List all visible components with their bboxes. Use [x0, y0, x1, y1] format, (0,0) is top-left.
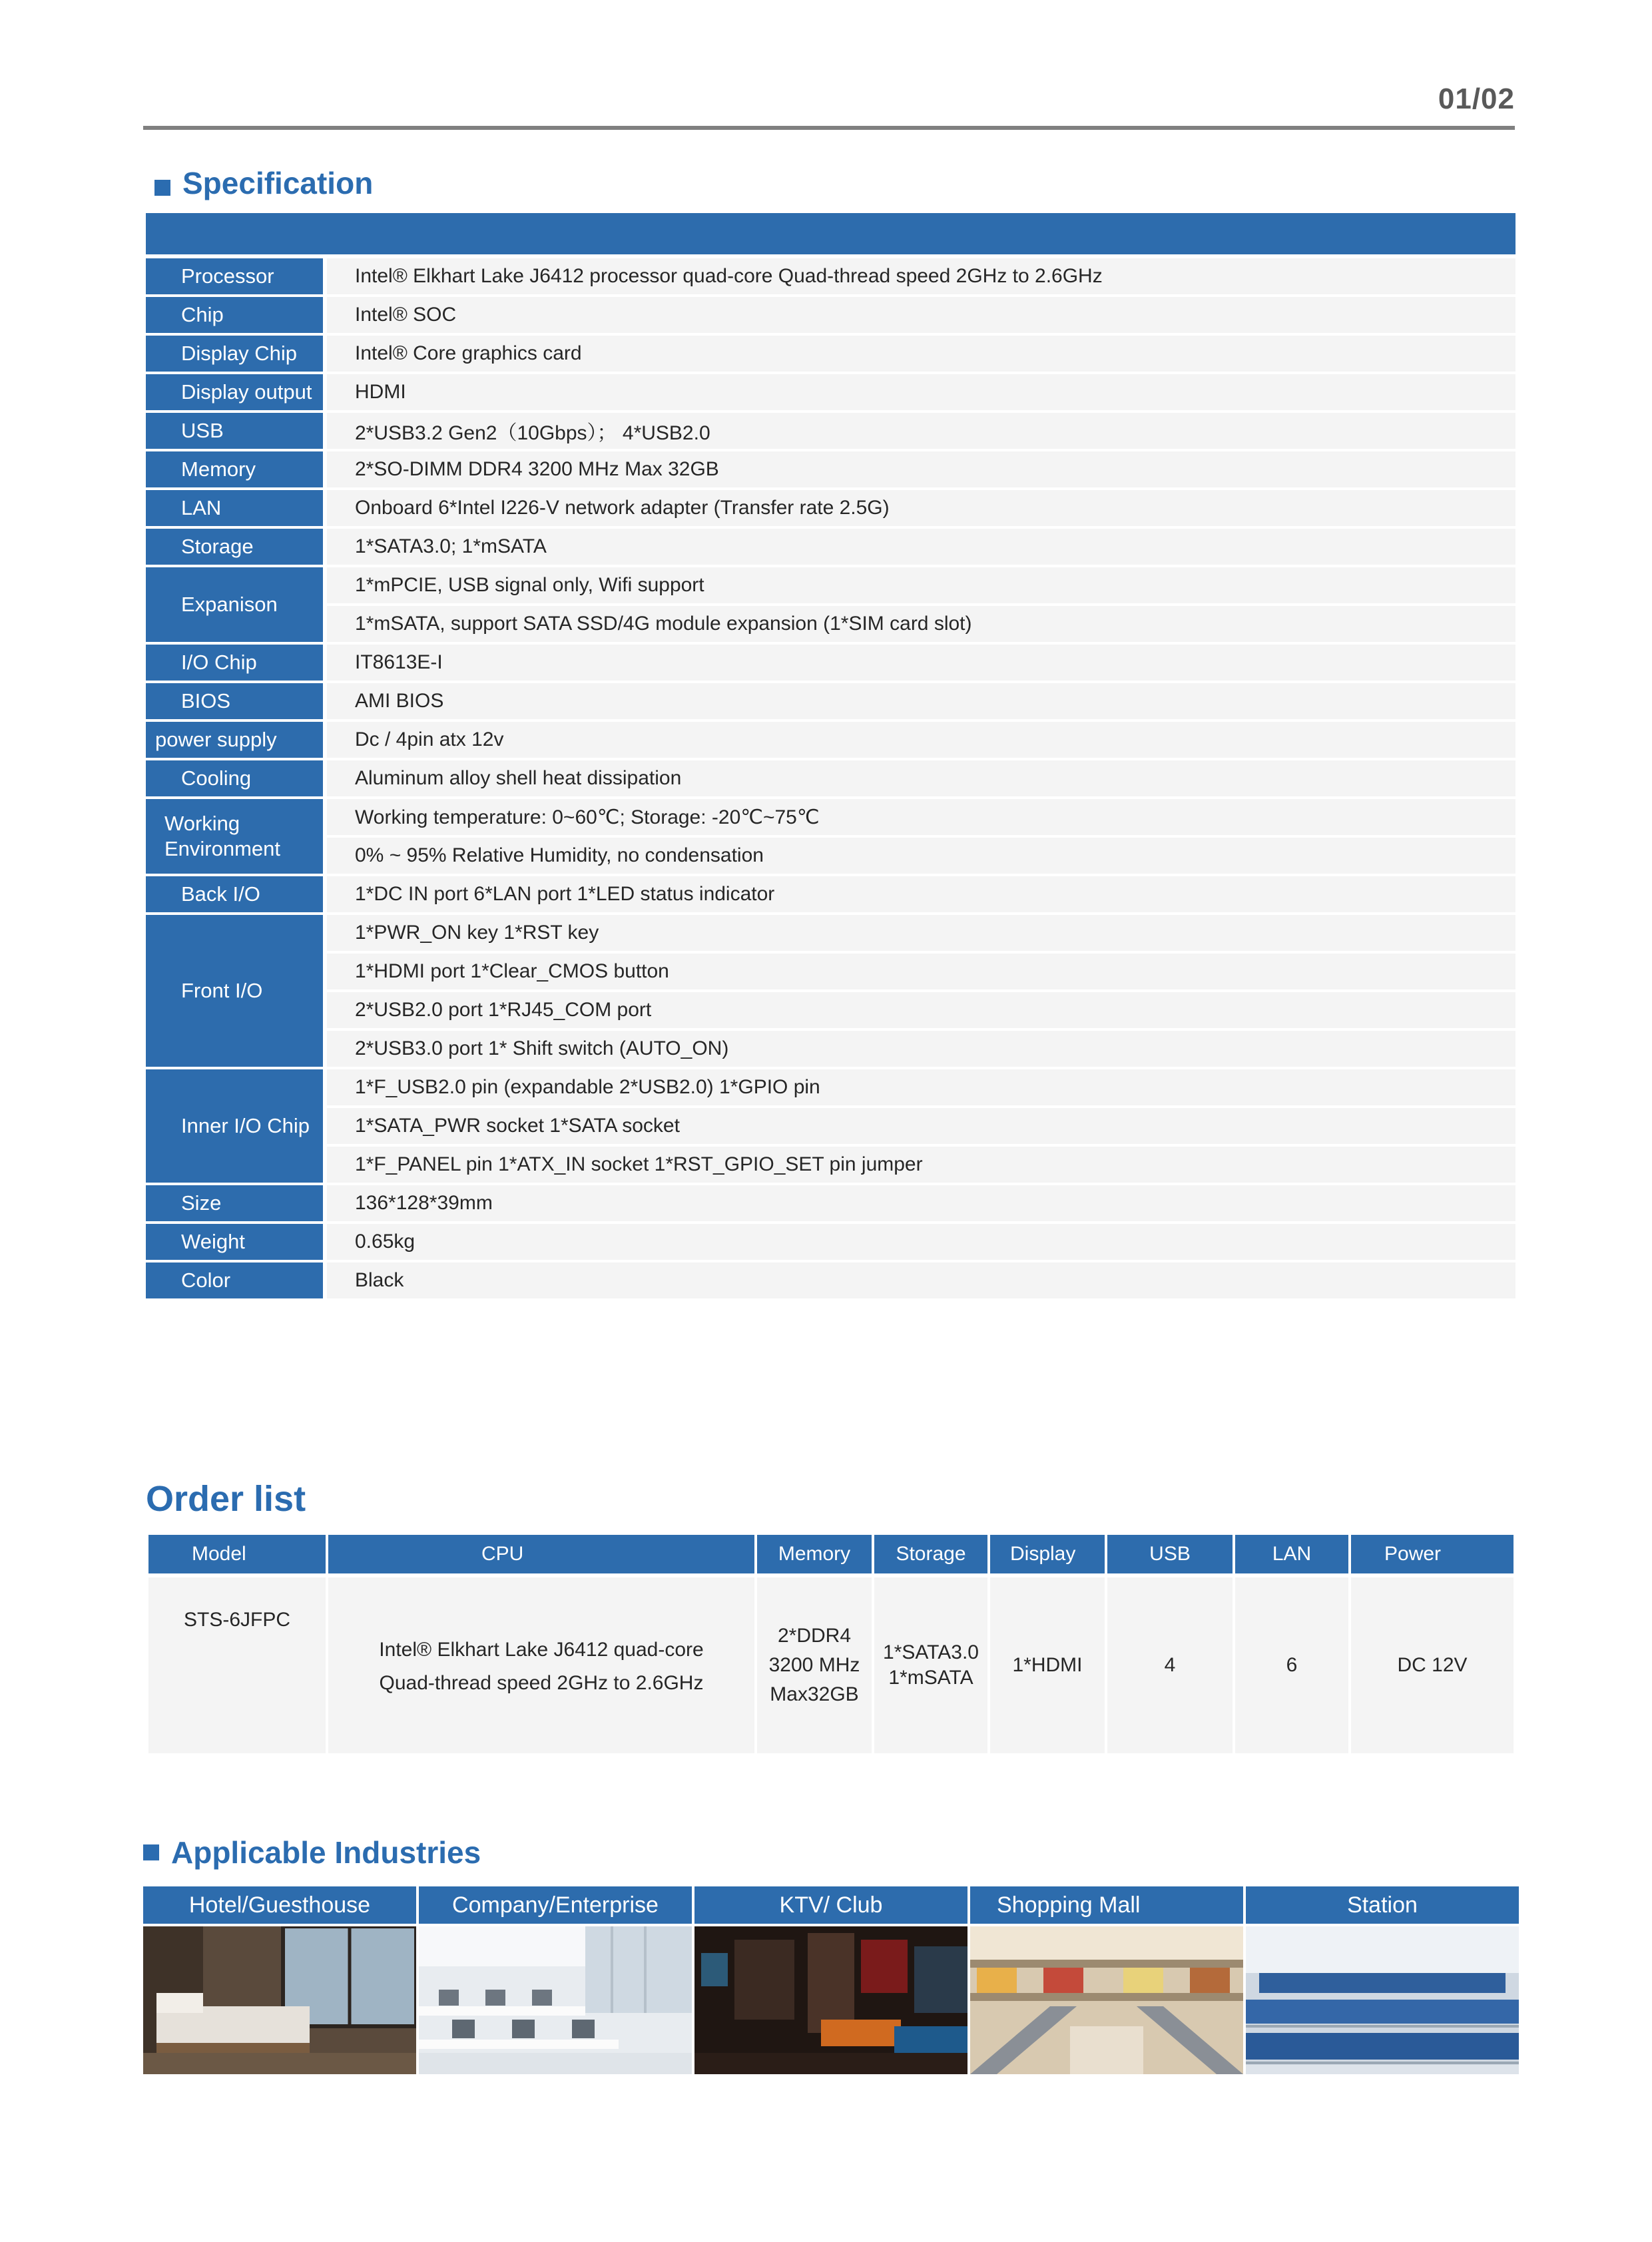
industry-company [419, 1886, 692, 2074]
spec-label: Processor [146, 258, 323, 294]
spec-value: 2*SO-DIMM DDR4 3200 MHz Max 32GB [327, 451, 1515, 487]
order-row [148, 1573, 1514, 1753]
spec-label: BIOS [146, 683, 323, 719]
spec-row [146, 529, 1515, 565]
order-header-memory: Memory [757, 1535, 872, 1573]
spec-value: Intel® SOC [327, 297, 1515, 333]
order-lan-cell: 6 [1235, 1573, 1348, 1753]
spec-label: Chip [146, 297, 323, 333]
spec-row [146, 876, 1515, 912]
spec-table-header-bar [146, 213, 1515, 254]
spec-row [146, 451, 1515, 487]
order-header-storage: Storage [874, 1535, 987, 1573]
spec-value: 0% ~ 95% Relative Humidity, no condensation [327, 838, 1515, 874]
spec-label: Front I/O [146, 915, 323, 1067]
spec-value: 1*SATA_PWR socket 1*SATA socket [327, 1108, 1515, 1144]
spec-value: 2*USB3.2 Gen2（10Gbps）； 4*USB2.0 [327, 413, 1515, 449]
spec-values [327, 451, 1515, 487]
order-power-cell: DC 12V [1351, 1573, 1514, 1753]
spec-values [327, 799, 1515, 874]
order-storage-line2: 1*mSATA [888, 1667, 973, 1689]
spec-value: 1*HDMI port 1*Clear_CMOS button [327, 954, 1515, 989]
spec-values [327, 567, 1515, 642]
spec-value: Working temperature: 0~60℃; Storage: -20℃~75℃ [327, 799, 1515, 835]
spec-value: 1*DC IN port 6*LAN port 1*LED status indicator [327, 876, 1515, 912]
specification-table [146, 213, 1515, 1301]
spec-values [327, 645, 1515, 681]
spec-row [146, 722, 1515, 758]
order-cpu-line2: Quad-thread speed 2GHz to 2.6GHz [379, 1672, 704, 1694]
spec-label: I/O Chip [146, 645, 323, 681]
industry-station [1246, 1886, 1519, 2074]
spec-row [146, 1262, 1515, 1298]
spec-value: HDMI [327, 374, 1515, 410]
spec-value: AMI BIOS [327, 683, 1515, 719]
spec-values [327, 258, 1515, 294]
spec-row [146, 567, 1515, 642]
industry-title: Company/Enterprise [419, 1886, 692, 1924]
spec-label: USB [146, 413, 323, 449]
spec-values [327, 722, 1515, 758]
office-image [419, 1926, 692, 2074]
order-usb-cell: 4 [1107, 1573, 1233, 1753]
industries-strip [143, 1886, 1519, 2074]
spec-values [327, 760, 1515, 796]
spec-values [327, 1185, 1515, 1221]
spec-row [146, 374, 1515, 410]
spec-value: 1*SATA3.0; 1*mSATA [327, 529, 1515, 565]
order-header-model: Model [148, 1535, 326, 1573]
industries-title: Applicable Industries [171, 1835, 481, 1870]
order-memory-line2: 3200 MHz [768, 1654, 860, 1676]
spec-values [327, 297, 1515, 333]
order-header-usb: USB [1107, 1535, 1233, 1573]
order-display-cell: 1*HDMI [990, 1573, 1105, 1753]
square-bullet-icon [143, 1844, 159, 1860]
spec-row [146, 915, 1515, 1067]
shopping-mall-image [970, 1926, 1243, 2074]
spec-values [327, 915, 1515, 1067]
industry-title: Station [1246, 1886, 1519, 1924]
spec-values [327, 876, 1515, 912]
order-header-lan: LAN [1235, 1535, 1348, 1573]
spec-row [146, 490, 1515, 526]
industry-hotel [143, 1886, 416, 2074]
spec-label: Size [146, 1185, 323, 1221]
spec-row [146, 258, 1515, 294]
order-cpu-cell [328, 1573, 754, 1753]
spec-values [327, 529, 1515, 565]
square-bullet-icon [154, 180, 170, 196]
spec-row [146, 683, 1515, 719]
spec-label: Working Environment [146, 799, 323, 874]
order-header-power: Power [1351, 1535, 1514, 1573]
station-seating-image [1246, 1926, 1519, 2074]
spec-values [327, 1224, 1515, 1260]
spec-values [327, 1262, 1515, 1298]
spec-label: Cooling [146, 760, 323, 796]
spec-label: Weight [146, 1224, 323, 1260]
ktv-club-image [694, 1926, 967, 2074]
spec-value: Aluminum alloy shell heat dissipation [327, 760, 1515, 796]
spec-row [146, 1185, 1515, 1221]
spec-value: 1*F_USB2.0 pin (expandable 2*USB2.0) 1*GPIO pin [327, 1069, 1515, 1105]
order-storage-line1: 1*SATA3.0 [883, 1641, 979, 1663]
spec-label: Display Chip [146, 336, 323, 372]
spec-values [327, 374, 1515, 410]
industry-mall [970, 1886, 1243, 2074]
spec-row [146, 1069, 1515, 1183]
spec-row [146, 1224, 1515, 1260]
spec-value: 2*USB2.0 port 1*RJ45_COM port [327, 992, 1515, 1028]
hotel-room-image [143, 1926, 416, 2074]
spec-label: Inner I/O Chip [146, 1069, 323, 1183]
specification-title: Specification [182, 166, 374, 200]
industry-title: KTV/ Club [694, 1886, 967, 1924]
header-rule [143, 126, 1515, 130]
order-header-row [148, 1535, 1514, 1573]
spec-row [146, 645, 1515, 681]
spec-value: 1*F_PANEL pin 1*ATX_IN socket 1*RST_GPIO_SET pin jumper [327, 1147, 1515, 1183]
spec-value: Onboard 6*Intel I226-V network adapter (Transfer rate 2.5G) [327, 490, 1515, 526]
spec-label: Expanison [146, 567, 323, 642]
page-number: 01/02 [1438, 83, 1515, 115]
spec-values [327, 1069, 1515, 1183]
order-model-cell: STS-6JFPC [148, 1573, 326, 1753]
spec-value: 1*PWR_ON key 1*RST key [327, 915, 1515, 951]
industry-title: Hotel/Guesthouse [143, 1886, 416, 1924]
industry-ktv [694, 1886, 967, 2074]
spec-label: Display output [146, 374, 323, 410]
spec-label: power supply [146, 722, 323, 758]
spec-value: Intel® Core graphics card [327, 336, 1515, 372]
order-memory-line3: Max32GB [770, 1683, 859, 1705]
spec-values [327, 336, 1515, 372]
order-list-title: Order list [146, 1479, 306, 1519]
order-header-cpu: CPU [328, 1535, 754, 1573]
spec-row [146, 760, 1515, 796]
order-storage-cell [874, 1573, 987, 1753]
order-table [146, 1535, 1516, 1753]
spec-row [146, 297, 1515, 333]
order-memory-cell [757, 1573, 872, 1753]
spec-values [327, 490, 1515, 526]
industry-title: Shopping Mall [970, 1886, 1243, 1924]
spec-value: 1*mSATA, support SATA SSD/4G module expansion (1*SIM card slot) [327, 606, 1515, 642]
spec-value: 1*mPCIE, USB signal only, Wifi support [327, 567, 1515, 603]
industries-heading [143, 1834, 481, 1870]
spec-label: Storage [146, 529, 323, 565]
spec-label: Back I/O [146, 876, 323, 912]
spec-label: Memory [146, 451, 323, 487]
spec-label: LAN [146, 490, 323, 526]
spec-values [327, 683, 1515, 719]
order-header-display: Display [990, 1535, 1105, 1573]
spec-values [327, 413, 1515, 449]
spec-label: Color [146, 1262, 323, 1298]
spec-value: Black [327, 1262, 1515, 1298]
order-cpu-line1: Intel® Elkhart Lake J6412 quad-core [379, 1639, 704, 1661]
spec-value: 0.65kg [327, 1224, 1515, 1260]
spec-row [146, 413, 1515, 449]
spec-value: Intel® Elkhart Lake J6412 processor quad-core Quad-thread speed 2GHz to 2.6GHz [327, 258, 1515, 294]
spec-row [146, 336, 1515, 372]
spec-value: 2*USB3.0 port 1* Shift switch (AUTO_ON) [327, 1031, 1515, 1067]
spec-value: 136*128*39mm [327, 1185, 1515, 1221]
spec-row [146, 799, 1515, 874]
spec-value: IT8613E-I [327, 645, 1515, 681]
specification-heading [154, 165, 373, 201]
order-memory-line1: 2*DDR4 [777, 1625, 852, 1647]
spec-value: Dc / 4pin atx 12v [327, 722, 1515, 758]
